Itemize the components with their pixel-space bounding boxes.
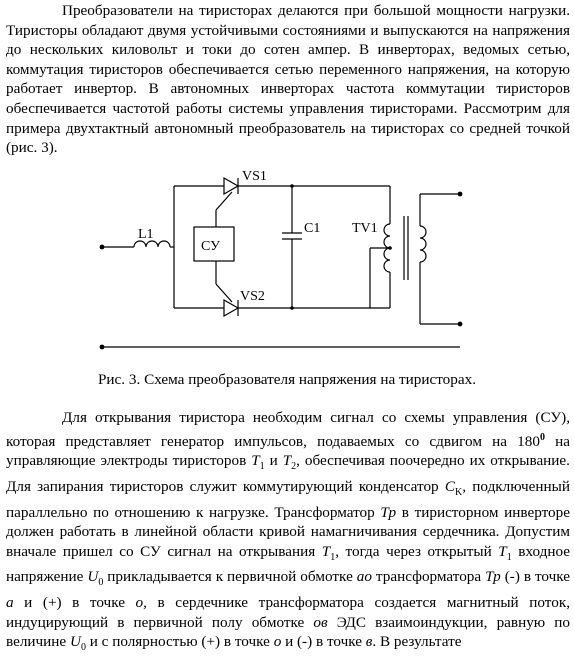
text-run: (-) в точке bbox=[500, 568, 570, 586]
point-a: а bbox=[6, 593, 14, 611]
point-o: о bbox=[135, 593, 144, 611]
symbol-ov: ов bbox=[313, 613, 328, 631]
subscript: 0 bbox=[80, 642, 86, 654]
point-o: о bbox=[273, 633, 282, 651]
label-su: СУ bbox=[201, 239, 221, 254]
degree-superscript: 0 bbox=[539, 431, 545, 443]
thyristor-vs2 bbox=[224, 300, 238, 316]
symbol-t1: T bbox=[498, 542, 507, 560]
subscript: 2 bbox=[291, 461, 297, 473]
symbol-tp: Тр bbox=[380, 503, 397, 521]
text-run: , в сердечнике трансформатора создается магнитный поток, индуцирующий в первичной полу обмотке bbox=[6, 593, 571, 631]
paragraph-operation bbox=[6, 408, 570, 658]
text-run: прикладывается к первичной обмотке bbox=[103, 568, 357, 586]
thyristor-converter-schematic bbox=[90, 164, 480, 354]
symbol-ck: C bbox=[444, 477, 456, 495]
text-run: и (-) в точке bbox=[281, 633, 366, 651]
symbol-u0: U bbox=[87, 568, 99, 586]
label-vs2: VS2 bbox=[240, 289, 265, 304]
label-tv1: TV1 bbox=[352, 221, 378, 236]
terminal-in-minus bbox=[100, 345, 105, 350]
symbol-t1: T bbox=[321, 542, 331, 560]
point-v: в bbox=[365, 633, 373, 651]
text-run: Для открывания тиристора необходим сигнал со схемы управления (СУ), которая представляет генератор импульсов, подаваемых со сдвигом на 180 bbox=[6, 409, 570, 450]
transformer-secondary bbox=[420, 226, 426, 262]
text-run: в тиристорном инверторе должен работать в линейной области кривой намагничивания сердечника. Допустим вначале пришел со СУ сигнал на открывания bbox=[6, 503, 570, 560]
subscript: 1 bbox=[259, 461, 265, 473]
text-run: и с полярностью (+) в точке bbox=[85, 633, 274, 651]
subscript: 1 bbox=[506, 551, 512, 563]
figure-caption: Рис. 3. Схема преобразователя напряжения на тиристорах. bbox=[97, 371, 476, 388]
text-run: трансформатора bbox=[371, 568, 486, 586]
terminal-in-plus bbox=[100, 245, 105, 250]
text-run: , подключенный параллельно по отношению к нагрузке. Трансформатор bbox=[6, 477, 570, 521]
text-run: и (+) в точке bbox=[13, 593, 136, 611]
paragraph-intro bbox=[6, 1, 570, 158]
thyristor-vs1 bbox=[224, 178, 238, 194]
terminal-out-bottom bbox=[458, 322, 463, 327]
text-run: и bbox=[264, 452, 283, 470]
circuit-figure bbox=[90, 164, 480, 354]
symbol-t2: T bbox=[282, 452, 292, 470]
symbol-ao: ао bbox=[356, 568, 372, 586]
symbol-tp: Тр bbox=[485, 568, 501, 586]
symbol-t1: T bbox=[251, 452, 260, 470]
subscript: 0 bbox=[98, 577, 104, 589]
subscript: K bbox=[455, 486, 463, 498]
label-c1: C1 bbox=[304, 221, 321, 236]
symbol-u0: U bbox=[69, 633, 81, 651]
subscript: 1 bbox=[330, 551, 336, 563]
text-run: . В результате bbox=[372, 633, 462, 651]
paragraph-intro-text: Преобразователи на тиристорах делаются при большой мощности нагрузки. Тиристоры обладают двумя устойчивыми состояниями и выпускаются на напряжения до нескольких киловольт и токи до сотен ампер. В инверторах, ведомых сетью, коммутация тиристоров обеспечивается сетью переменного напряжения, на которую работает инвертор. В автономных инверторах частота коммутации тиристоров обеспечивается частотой работы системы управления тиристорами. Рассмотрим для примера двухтактный автономный преобразователь на тиристорах со средней точкой (рис. 3). bbox=[6, 2, 570, 157]
terminal-out-top bbox=[458, 192, 463, 197]
text-run: входное напряжение bbox=[6, 542, 571, 586]
text-run: , тогда через открытый bbox=[335, 542, 499, 560]
label-l1: L1 bbox=[138, 227, 154, 242]
text-run: , обеспечивая поочередно их открывание. Для запирания тиристоров служит коммутирующий конденсатор bbox=[6, 452, 570, 495]
label-vs1: VS1 bbox=[242, 169, 267, 184]
text-run: на управляющие электроды тиристоров bbox=[6, 432, 570, 470]
text-run: ЭДС взаимоиндукции, равную по величине bbox=[6, 613, 570, 651]
